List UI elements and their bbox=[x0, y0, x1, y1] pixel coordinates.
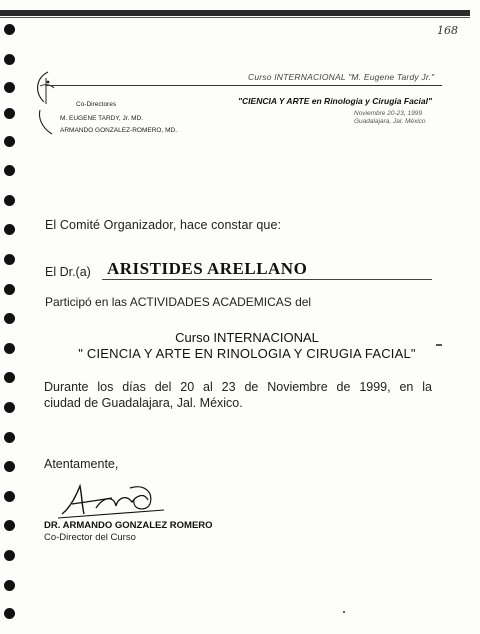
binder-hole bbox=[4, 402, 15, 413]
top-edge-line bbox=[0, 17, 470, 18]
binder-hole bbox=[4, 82, 15, 93]
binder-hole bbox=[4, 608, 15, 619]
binder-hole bbox=[4, 54, 15, 65]
binder-hole bbox=[4, 165, 15, 176]
participation-statement: Participó en las ACTIVIDADES ACADEMICAS del bbox=[45, 295, 312, 309]
binder-hole bbox=[4, 432, 15, 443]
course-theme: " CIENCIA Y ARTE EN RINOLOGIA Y CIRUGIA FACIAL" bbox=[78, 346, 416, 361]
header-course-title: Curso INTERNACIONAL "M. Eugene Tardy Jr." bbox=[248, 72, 435, 82]
binder-hole bbox=[4, 550, 15, 561]
closing-salutation: Atentamente, bbox=[44, 457, 119, 471]
doctor-prefix: El Dr.(a) bbox=[45, 265, 91, 279]
handwritten-signature bbox=[56, 478, 168, 522]
binder-hole bbox=[4, 108, 15, 119]
binder-hole bbox=[4, 224, 15, 235]
signer-role: Co-Director del Curso bbox=[44, 532, 136, 543]
header-subtitle: "CIENCIA Y ARTE en Rinologia y Cirugia Facial" bbox=[238, 96, 432, 106]
committee-statement: El Comité Organizador, hace constar que: bbox=[45, 218, 282, 232]
binder-hole bbox=[4, 372, 15, 383]
binder-hole bbox=[4, 254, 15, 265]
header-location: Guadalajara, Jal. México bbox=[354, 118, 426, 125]
codirector-name: ARMANDO GONZALEZ-ROMERO, MD. bbox=[60, 127, 178, 134]
binder-hole bbox=[4, 520, 15, 531]
header-dates: Noviembre 20-23, 1999 bbox=[354, 110, 422, 117]
header-rule bbox=[46, 85, 442, 86]
binder-holes bbox=[0, 0, 20, 634]
binder-hole bbox=[4, 313, 15, 324]
page-number: 168 bbox=[437, 24, 458, 37]
codirectors-label: Co-Directores bbox=[76, 101, 117, 108]
binder-hole bbox=[4, 580, 15, 591]
top-edge-bar bbox=[0, 10, 470, 16]
recipient-name: ARISTIDES ARELLANO bbox=[107, 259, 308, 278]
recipient-underline bbox=[102, 279, 432, 280]
course-logo-icon bbox=[26, 68, 66, 108]
course-name: Curso INTERNACIONAL bbox=[175, 330, 319, 345]
pen-mark bbox=[436, 344, 442, 346]
bracket-mark bbox=[36, 108, 56, 138]
binder-hole bbox=[4, 461, 15, 472]
speck bbox=[343, 611, 345, 613]
binder-hole bbox=[4, 284, 15, 295]
binder-hole bbox=[4, 136, 15, 147]
binder-hole bbox=[4, 195, 15, 206]
binder-hole bbox=[4, 491, 15, 502]
city-statement: ciudad de Guadalajara, Jal. México. bbox=[44, 396, 243, 410]
codirector-name: M. EUGENE TARDY, Jr. MD. bbox=[60, 115, 144, 122]
signer-name: DR. ARMANDO GONZALEZ ROMERO bbox=[44, 520, 213, 531]
binder-hole bbox=[4, 24, 15, 35]
dates-statement: Durante los días del 20 al 23 de Noviembre de 1999, en la bbox=[44, 380, 432, 394]
